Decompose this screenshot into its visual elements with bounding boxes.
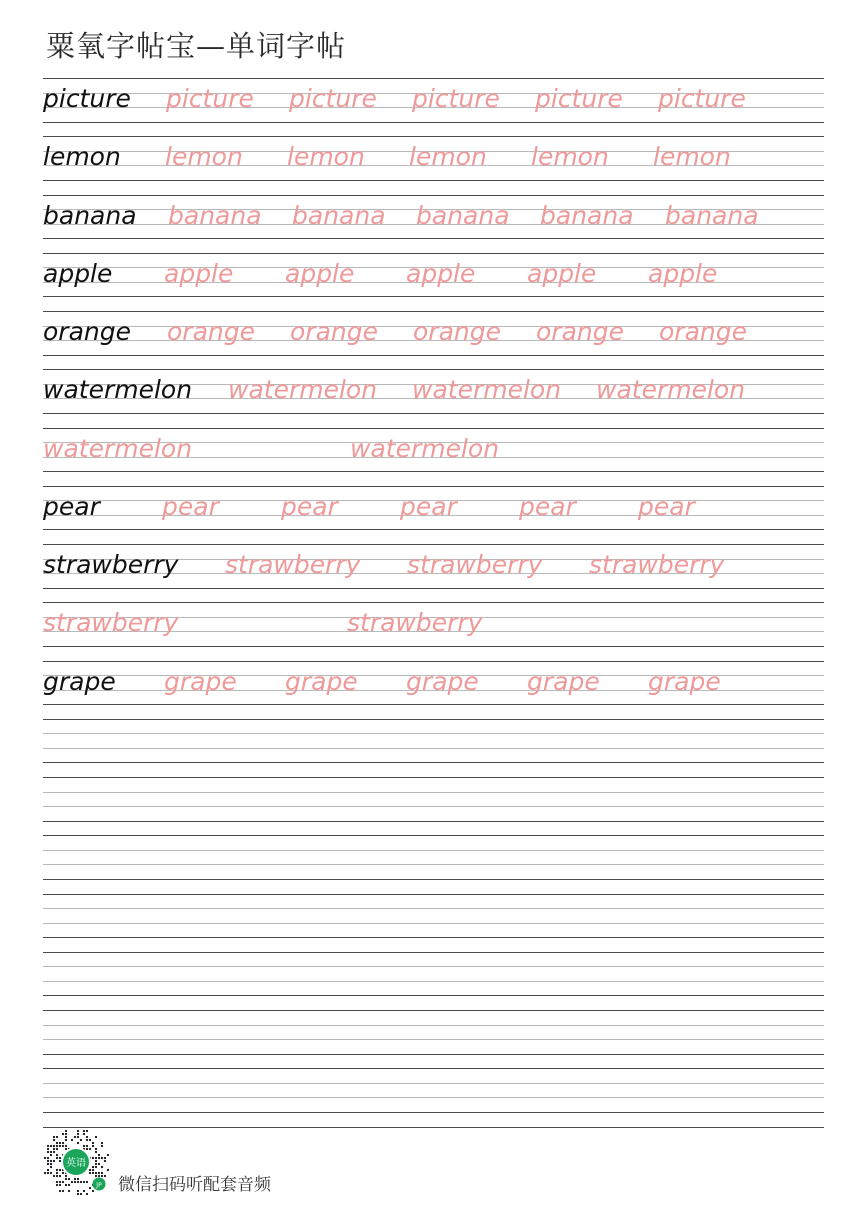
trace-word: picture — [289, 84, 377, 113]
trace-word: watermelon — [43, 433, 193, 463]
trace-word: watermelon — [412, 375, 562, 405]
handwriting-sheet — [43, 0, 824, 1120]
page-title: 粟氧字帖宝—单词字帖 — [46, 29, 347, 63]
rule-line — [43, 762, 824, 763]
rule-line — [43, 1054, 824, 1055]
trace-word: apple — [648, 258, 718, 288]
qr-badge-text: 英语 — [66, 1158, 86, 1169]
trace-word: lemon — [165, 142, 243, 172]
rule-line — [43, 1112, 824, 1113]
trace-word: pear — [400, 491, 457, 521]
rule-line — [43, 238, 824, 239]
guide-line — [43, 1083, 824, 1084]
trace-word: orange — [413, 317, 501, 346]
trace-word: picture — [658, 84, 746, 113]
footer-caption: 微信扫码听配套音频 — [118, 1175, 271, 1195]
guide-line — [43, 748, 824, 749]
trace-word: picture — [166, 84, 254, 113]
rule-line — [43, 937, 824, 938]
trace-word: watermelon — [350, 433, 500, 463]
guide-line — [43, 1025, 824, 1026]
rule-line — [43, 646, 824, 647]
trace-word: banana — [168, 200, 262, 230]
trace-word: lemon — [531, 142, 609, 172]
model-word: picture — [43, 84, 131, 113]
trace-word: pear — [519, 491, 576, 521]
guide-line — [43, 1039, 824, 1040]
model-word: apple — [43, 258, 113, 288]
guide-line — [43, 806, 824, 807]
trace-word: grape — [285, 666, 358, 696]
trace-word: lemon — [653, 142, 731, 172]
rule-line — [43, 894, 824, 895]
rule-line — [43, 296, 824, 297]
rule-line — [43, 879, 824, 880]
trace-word: lemon — [409, 142, 487, 172]
model-word: banana — [43, 200, 137, 230]
rule-line — [43, 180, 824, 181]
trace-word: orange — [659, 317, 747, 346]
guide-line — [43, 733, 824, 734]
rule-line — [43, 195, 824, 196]
rule-line — [43, 995, 824, 996]
trace-word: strawberry — [347, 608, 483, 638]
rule-line — [43, 777, 824, 778]
rule-line — [43, 602, 824, 603]
trace-word: apple — [285, 258, 355, 288]
trace-word: grape — [406, 666, 479, 696]
trace-word: watermelon — [228, 375, 378, 405]
trace-word: apple — [164, 258, 234, 288]
trace-word: strawberry — [43, 608, 179, 638]
rule-line — [43, 704, 824, 705]
trace-word: grape — [164, 666, 237, 696]
rule-line — [43, 428, 824, 429]
rule-line — [43, 835, 824, 836]
trace-word: banana — [292, 200, 386, 230]
rule-line — [43, 1010, 824, 1011]
rule-line — [43, 122, 824, 123]
trace-word: banana — [416, 200, 510, 230]
trace-word: watermelon — [596, 375, 746, 405]
trace-word: orange — [536, 317, 624, 346]
qr-code-icon[interactable] — [40, 1126, 112, 1198]
rule-line — [43, 588, 824, 589]
trace-word: strawberry — [407, 550, 543, 579]
rule-line — [43, 355, 824, 356]
guide-line — [43, 864, 824, 865]
rule-line — [43, 486, 824, 487]
rule-line — [43, 1068, 824, 1069]
guide-line — [43, 923, 824, 924]
rule-line — [43, 529, 824, 530]
guide-line — [43, 966, 824, 967]
rule-line — [43, 471, 824, 472]
model-word: pear — [43, 491, 100, 521]
trace-word: strawberry — [225, 550, 361, 579]
guide-line — [43, 908, 824, 909]
trace-word: apple — [527, 258, 597, 288]
trace-word: picture — [412, 84, 500, 113]
trace-word: strawberry — [589, 550, 725, 579]
rule-line — [43, 821, 824, 822]
rule-line — [43, 413, 824, 414]
rule-line — [43, 136, 824, 137]
guide-line — [43, 850, 824, 851]
rule-line — [43, 1127, 824, 1128]
trace-word: grape — [527, 666, 600, 696]
model-word: lemon — [43, 142, 121, 172]
trace-word: picture — [535, 84, 623, 113]
model-word: strawberry — [43, 550, 179, 579]
rule-line — [43, 661, 824, 662]
guide-line — [43, 981, 824, 982]
trace-word: orange — [290, 317, 378, 346]
rule-line — [43, 369, 824, 370]
guide-line — [43, 1097, 824, 1098]
guide-line — [43, 792, 824, 793]
trace-word: lemon — [287, 142, 365, 172]
rule-line — [43, 311, 824, 312]
qr-corner-text: JP — [96, 1182, 102, 1189]
trace-word: banana — [540, 200, 634, 230]
model-word: grape — [43, 666, 116, 696]
trace-word: apple — [406, 258, 476, 288]
rule-line — [43, 719, 824, 720]
rule-line — [43, 544, 824, 545]
rule-line — [43, 78, 824, 79]
trace-word: pear — [638, 491, 695, 521]
trace-word: banana — [665, 200, 759, 230]
trace-word: orange — [167, 317, 255, 346]
rule-line — [43, 952, 824, 953]
trace-word: grape — [648, 666, 721, 696]
model-word: watermelon — [43, 375, 193, 405]
trace-word: pear — [162, 491, 219, 521]
rule-line — [43, 253, 824, 254]
model-word: orange — [43, 317, 131, 346]
trace-word: pear — [281, 491, 338, 521]
